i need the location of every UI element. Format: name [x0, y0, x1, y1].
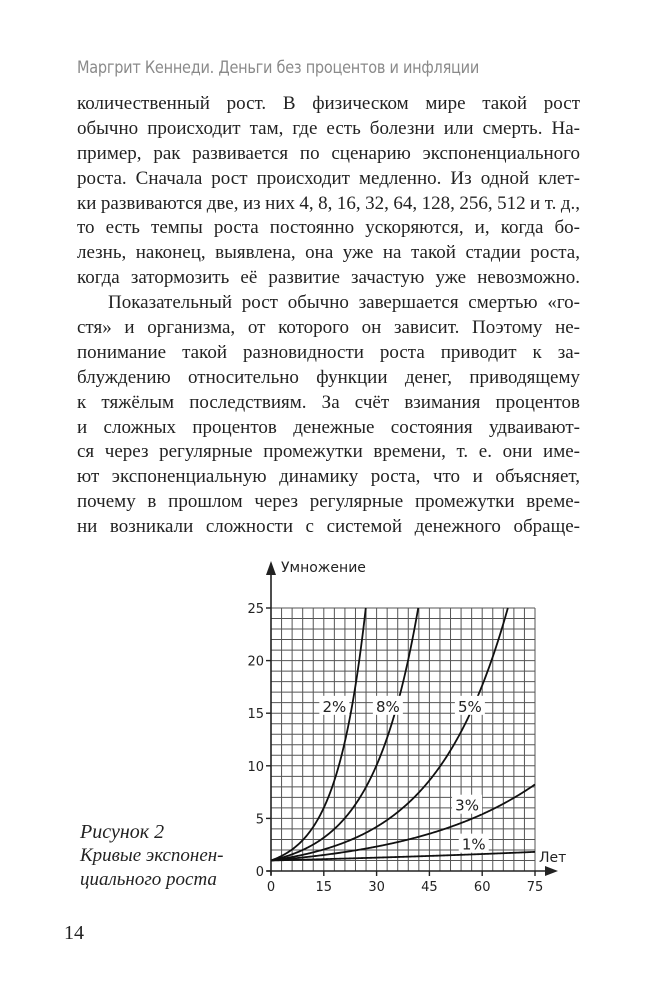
series-curve	[271, 784, 535, 860]
x-tick-label: 0	[266, 880, 276, 895]
text-line: количественный рост. В физическом мире такой рост	[77, 93, 580, 114]
x-tick-label: 15	[315, 880, 333, 895]
figure-title-line: Кривые экспонен-	[80, 845, 224, 866]
text-line: Показательный рост обычно завершается смертью «го-	[108, 292, 580, 314]
text-line: лезнь, наконец, выявлена, она уже на такой стадии роста,	[77, 242, 580, 264]
y-tick-label: 25	[247, 602, 264, 617]
series-label: 3%	[455, 796, 479, 815]
text-line: ся через регулярные промежутки времени, т. е. они име-	[77, 441, 580, 463]
figure-number: Рисунок 2	[80, 821, 165, 843]
y-tick-label: 20	[247, 654, 264, 670]
x-axis-arrow-icon	[545, 866, 558, 876]
x-axis-label: Лет	[539, 850, 567, 866]
text-line: стя» и организма, от которого он зависит. Поэтому не-	[77, 317, 580, 339]
y-axis-arrow-icon	[266, 561, 276, 575]
x-tick-label: 75	[526, 880, 544, 895]
text-line: почему в прошлом через регулярные промежутки време-	[77, 491, 580, 513]
text-line: то есть темпы роста постоянно ускоряются, и, когда бо-	[77, 217, 580, 239]
x-tick-label: 30	[368, 880, 385, 895]
text-line: и сложных процентов денежные состояния удваивают-	[77, 416, 580, 438]
series-label: 5%	[457, 697, 482, 716]
y-tick-label: 5	[255, 812, 264, 828]
text-line: ки развиваются две, из них 4, 8, 16, 32, 64, 128, 256, 512 и т. д.,	[77, 192, 580, 214]
text-line: к тяжёлым последствиям. За счёт взимания процентов	[77, 391, 580, 413]
series-label: 8%	[375, 697, 400, 716]
running-header: Маргрит Кеннеди. Деньги без процентов и инфляции	[77, 58, 480, 77]
series-label: 1%	[461, 835, 486, 854]
page-number: 14	[64, 922, 84, 944]
figure-caption	[80, 820, 224, 892]
text-line: понимание такой разновидности роста приводит к за-	[77, 341, 580, 363]
text-line: ни возникали сложности с системой денежного обраще-	[77, 516, 580, 538]
x-tick-label: 60	[473, 880, 491, 895]
text-line: пример, рак развивается по сценарию экспоненциального	[77, 142, 580, 164]
text-line: когда затормозить её развитие зачастую уже невозможно.	[77, 267, 580, 289]
x-tick-label: 45	[421, 880, 438, 895]
y-tick-label: 15	[247, 707, 264, 723]
y-tick-label: 10	[247, 759, 264, 775]
text-line: блуждению относительно функции денег, приводящему	[77, 366, 580, 388]
text-line: ют экспоненциальную динамику роста, что и объясняет,	[77, 466, 580, 488]
y-tick-label: 0	[255, 865, 264, 880]
series-label: 2%	[322, 697, 347, 716]
y-axis-label: Умножение	[281, 560, 366, 576]
text-line: обычно происходит там, где есть болезни или смерть. На-	[77, 117, 580, 139]
figure-title-line: циального роста	[80, 869, 217, 890]
text-line: роста. Сначала рост происходит медленно. Из одной клет-	[77, 167, 580, 189]
